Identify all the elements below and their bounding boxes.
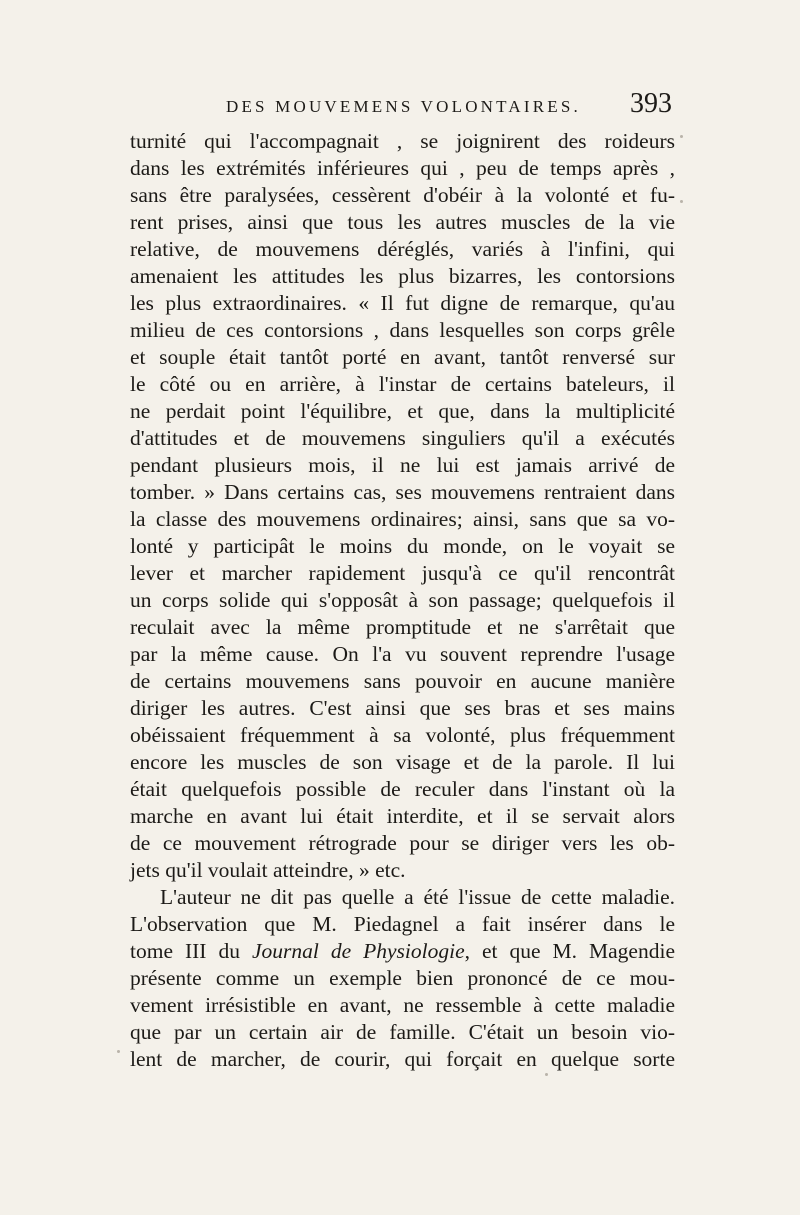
- text-line: encore les muscles de son visage et de la parole. Il lui: [130, 750, 675, 774]
- page-number: 393: [630, 88, 672, 119]
- text-line: de certains mouvemens sans pouvoir en aucune manière: [130, 669, 675, 693]
- text-line: tomber. » Dans certains cas, ses mouvemens rentraient dans: [130, 480, 675, 504]
- text-line: lever et marcher rapidement jusqu'à ce qu'il rencontrât: [130, 561, 675, 585]
- paper-speck: [117, 1050, 120, 1053]
- paper-speck: [680, 135, 683, 138]
- paper-speck: [545, 1073, 548, 1076]
- text-line: amenaient les attitudes les plus bizarres, les contorsions: [130, 264, 675, 288]
- text-line: d'attitudes et de mouvemens singuliers qu'il a exécutés: [130, 426, 675, 450]
- text-line: turnité qui l'accompagnait , se joignirent des roideurs: [130, 129, 675, 153]
- text-line: vement irrésistible en avant, ne ressemble à cette maladie: [130, 993, 675, 1017]
- text-line: était quelquefois possible de reculer dans l'instant où la: [130, 777, 675, 801]
- text-line: relative, de mouvemens déréglés, variés à l'infini, qui: [130, 237, 675, 261]
- text-segment: , et que M. Magendie: [464, 939, 675, 963]
- text-line: reculait avec la même promptitude et ne s'arrêtait que: [130, 615, 675, 639]
- text-line: L'observation que M. Piedagnel a fait insérer dans le: [130, 912, 675, 936]
- text-line: pendant plusieurs mois, il ne lui est jamais arrivé de: [130, 453, 675, 477]
- text-line: rent prises, ainsi que tous les autres muscles de la vie: [130, 210, 675, 234]
- text-line: un corps solide qui s'opposât à son passage; quelquefois il: [130, 588, 675, 612]
- text-line: obéissaient fréquemment à sa volonté, plus fréquemment: [130, 723, 675, 747]
- text-line: la classe des mouvemens ordinaires; ainsi, sans que sa vo-: [130, 507, 675, 531]
- text-line: dans les extrémités inférieures qui , peu de temps après ,: [130, 156, 675, 180]
- text-line: par la même cause. On l'a vu souvent reprendre l'usage: [130, 642, 675, 666]
- text-line: les plus extraordinaires. « Il fut digne de remarque, qu'au: [130, 291, 675, 315]
- text-segment: tome III du: [130, 939, 252, 963]
- running-head: DES MOUVEMENS VOLONTAIRES.: [226, 97, 581, 116]
- text-line: ne perdait point l'équilibre, et que, dans la multiplicité: [130, 399, 675, 423]
- text-line: de ce mouvement rétrograde pour se diriger vers les ob-: [130, 831, 675, 855]
- text-line: [130, 938, 675, 965]
- text-line: diriger les autres. C'est ainsi que ses bras et ses mains: [130, 696, 675, 720]
- text-line: lent de marcher, de courir, qui forçait en quelque sorte: [130, 1047, 675, 1071]
- text-line: présente comme un exemple bien prononcé de ce mou-: [130, 966, 675, 990]
- text-line: milieu de ces contorsions , dans lesquelles son corps grêle: [130, 318, 675, 342]
- paragraph-first-line: L'auteur ne dit pas quelle a été l'issue de cette maladie.: [160, 885, 675, 909]
- text-line: que par un certain air de famille. C'était un besoin vio-: [130, 1020, 675, 1044]
- text-line: lonté y participât le moins du monde, on le voyait se: [130, 534, 675, 558]
- text-line: le côté ou en arrière, à l'instar de certains bateleurs, il: [130, 372, 675, 396]
- text-line: et souple était tantôt porté en avant, tantôt renversé sur: [130, 345, 675, 369]
- paper-speck: [680, 200, 683, 203]
- text-line: sans être paralysées, cessèrent d'obéir à la volonté et fu-: [130, 183, 675, 207]
- journal-title: Journal de Physiologie: [251, 939, 465, 963]
- body-text: [130, 128, 675, 1073]
- text-line: jets qu'il voulait atteindre, » etc.: [130, 858, 406, 882]
- text-line: marche en avant lui était interdite, et il se servait alors: [130, 804, 675, 828]
